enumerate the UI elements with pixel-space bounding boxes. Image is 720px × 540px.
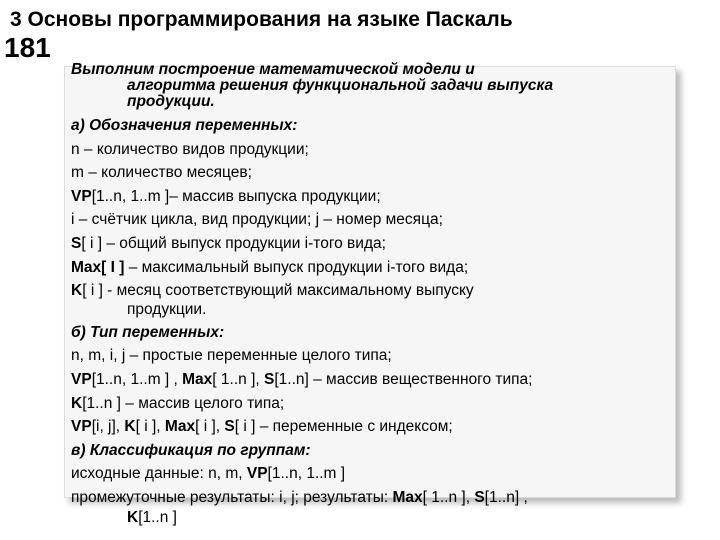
variable-vp-definition <box>71 185 671 209</box>
def-text: [1..n ] – массив целого типа; <box>82 394 285 412</box>
var-vp: VP <box>246 465 268 483</box>
def-text: [ i ] – переменные с индексом; <box>234 418 453 436</box>
variable-m-definition <box>71 161 671 185</box>
var-k: K <box>124 418 136 436</box>
variable-k-definition <box>71 279 671 303</box>
intro-line: Выполним построение математической модели и <box>71 61 475 78</box>
var-i: i <box>71 211 75 229</box>
var-max: Max <box>164 418 196 436</box>
input-data <box>71 462 671 486</box>
def-text: – количество видов продукции; <box>79 140 309 158</box>
var-vp: VP <box>71 418 92 436</box>
def-text: [ 1..n ], <box>422 488 475 506</box>
types-int <box>71 392 671 416</box>
page-title: 3 Основы программирования на языке Паскаль <box>10 8 513 31</box>
def-text: – счётчик цикла, вид продукции; <box>74 211 316 229</box>
section-a-heading: а) Обозначения переменных: <box>71 117 298 134</box>
var-s: S <box>71 234 82 252</box>
def-text: – номер месяца; <box>319 211 443 229</box>
var-j: j <box>315 211 320 229</box>
variable-ij-definition <box>71 208 671 232</box>
intro-paragraph <box>71 62 671 110</box>
variable-s-definition <box>71 232 671 256</box>
page-number: 181 <box>4 32 51 63</box>
var-s: S <box>474 488 485 506</box>
def-text: исходные данные: n, m, <box>71 465 247 483</box>
def-text: – количество месяцев; <box>83 164 252 182</box>
indexed-variables <box>71 415 671 439</box>
types-real <box>71 368 671 392</box>
def-text: [ i ], <box>195 418 225 436</box>
section-b-heading: б) Тип переменных: <box>71 323 225 341</box>
def-text: [1..n, 1..m ]– массив выпуска продукции; <box>91 187 381 205</box>
section-c-heading: в) Классификация по группам: <box>71 441 311 459</box>
def-text: [ i ] - месяц соответствующий максимальному выпуску <box>82 282 474 300</box>
def-text: [1..n, 1..m ] , <box>91 370 183 388</box>
var-vp: VP <box>71 187 92 205</box>
def-text: – максимальный выпуск продукции i-того вида; <box>124 258 469 276</box>
def-text: [ i ], <box>135 418 165 436</box>
def-text: [1..n, 1..m ] <box>267 465 346 483</box>
var-max-index: [ I ] <box>101 258 125 276</box>
var-n: n <box>71 140 80 158</box>
var-max: Max <box>71 258 102 276</box>
types-simple: n, m, i, j – простые переменные целого типа; <box>71 347 392 365</box>
def-text: [ i ] – общий выпуск продукции i-того вида; <box>81 234 386 252</box>
def-text: [1..n ] <box>138 508 177 526</box>
def-text: [1..n] – массив вещественного типа; <box>274 370 533 388</box>
var-k: K <box>127 508 139 526</box>
var-k: K <box>71 282 83 300</box>
def-text: [1..n] , <box>484 488 528 506</box>
variable-n-definition <box>71 138 671 162</box>
def-text: [ 1..n ], <box>212 370 264 388</box>
var-max: Max <box>392 488 423 506</box>
var-s: S <box>224 418 235 436</box>
var-max: Max <box>182 370 213 388</box>
def-text: промежуточные результаты: i, j; результаты: <box>71 488 393 506</box>
var-k: K <box>71 394 83 412</box>
intro-line: алгоритма решения функциональной задачи выпуска <box>127 77 554 94</box>
var-vp: VP <box>71 370 92 388</box>
variable-k-definition-cont: продукции. <box>127 300 207 318</box>
variable-max-definition <box>71 256 671 280</box>
content-text <box>71 62 671 529</box>
intro-line: продукции. <box>127 93 215 110</box>
var-s: S <box>264 370 275 388</box>
def-text: [i, j], <box>91 418 125 436</box>
var-m: m <box>71 164 84 182</box>
